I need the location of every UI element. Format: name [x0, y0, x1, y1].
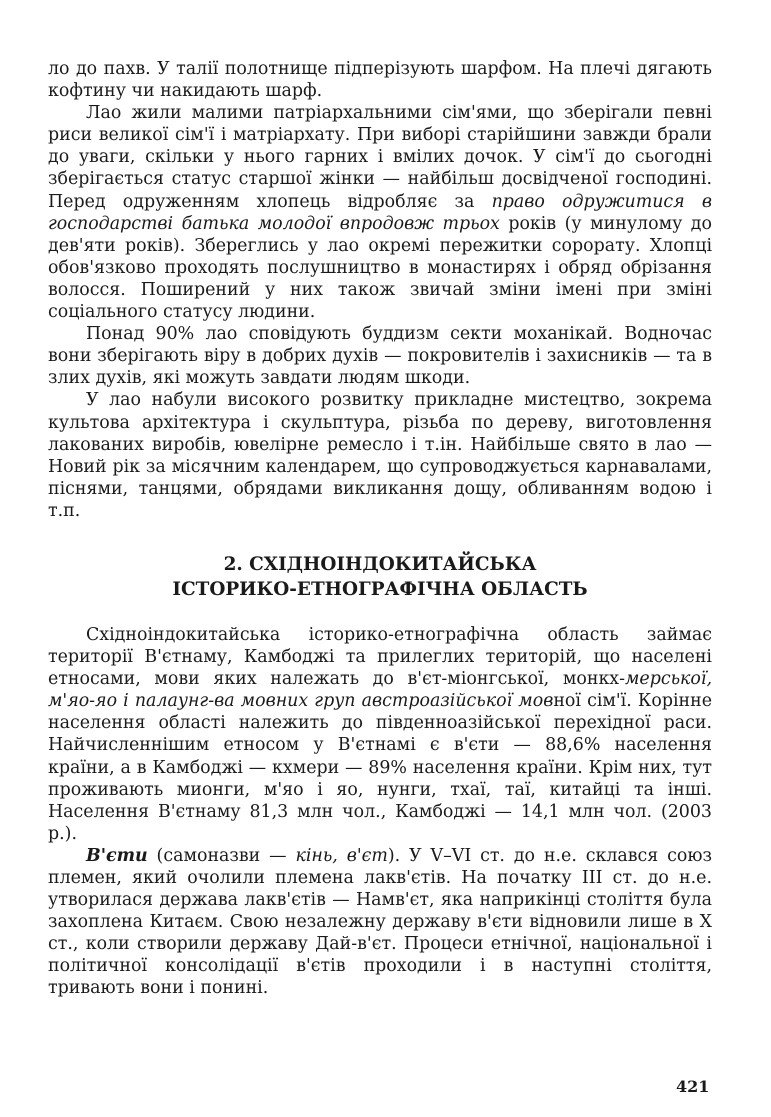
section-heading-line-2: ІСТОРИКО-ЕТНОГРАФІЧНА ОБЛАСТЬ — [172, 578, 588, 600]
paragraph — [48, 102, 712, 323]
paragraph — [48, 624, 712, 845]
paragraph — [48, 323, 712, 389]
text-run: В'єти — [86, 845, 148, 866]
text-run: Східноіндокитайська історико-етнографічна область займає території В'єтнаму, Камбоджі та прилеглих територій, що населені етносами, мови яких належать до в'єт-міонгської, монкх- — [48, 624, 712, 690]
text-run: років (у минулому до дев'яти років). Збереглись у лао окремі пережитки сорорату. Хлопці обов'язково проходять послушництво в монастирях і обряд обрізання волосся. Поширений у них також звичай зміни імені при зміні соціального статусу людини. — [48, 213, 712, 323]
text-run: ). У V–VI ст. до н.е. склався союз племен, який очолили племена лакв'єтів. На початку III ст. до н.е. утворилася держава лакв'єтів — Намв'єт, яка наприкінці століття була захоплена Китаєм. Свою незалежну державу в'єти відновили лише в X ст., коли створили державу Дай-в'єт. Процеси етнічної, національної і політичної консолідації в'єтів проходили і в наступні століття, тривають вони і понині. — [48, 845, 712, 999]
text-run: мерської, м'яо-яо і палаунг-ва мовних груп австроазійської мов — [48, 669, 712, 712]
text-block-bottom — [48, 624, 712, 1000]
section-heading-line-1: 2. СХІДНОІНДОКИТАЙСЬКА — [223, 553, 537, 575]
text-run: У лао набули високого розвитку прикладне мистецтво, зокрема культова архітектура і скульптура, різьба по дереву, виготовлення лакованих виробів, ювелірне ремесло і т.ін. Найбільше свято в лао — Новий рік за місячним календарем, що супроводжується карнавалами, піснями, танцями, обрядами викликання дощу, обливанням водою і т.п. — [48, 390, 712, 521]
text-run: Лао жили малими патріархальними сім'ями, що зберігали певні риси великої сім'ї і матріархату. При виборі старійшини завжди брали до уваги, скільки у нього гарних і вмілих дочок. У сім'ї до сьогодні зберігається статус старшої жінки — найбільш досвідченої господині. Перед одруженням хлопець відробляє за — [48, 103, 712, 212]
text-run: ло до пахв. У талії полотнище підперізують шарфом. На плечі дягають кофтину чи накидають шарф. — [48, 59, 712, 102]
text-run: ної сім'ї. Корінне населення області належить до південноазійської перехідної раси. Найчисленнішим етносом у В'єтнамі є в'єти — 88,6% населення країни, а в Камбоджі — кхмери — 89% населення країни. Крім них, тут проживають мионги, м'яо і яо, нунги, тхаї, таї, китайці та інші. Населення В'єтнаму 81,3 млн чол., Камбоджі — 14,1 млн чол. (2003 р.). — [48, 691, 712, 844]
text-run: Понад 90% лао сповідують буддизм секти моханікай. Водночас вони зберігають віру в добрих духів — покровителів і захисників — та в злих духів, які можуть завдати людям шкоди. — [48, 324, 712, 389]
paragraph — [48, 58, 712, 102]
section-heading — [48, 552, 712, 602]
text-run: кінь, в'єт — [295, 845, 388, 866]
page-body — [48, 58, 712, 1000]
paragraph — [48, 389, 712, 522]
text-run: (самоназви — — [147, 845, 296, 866]
paragraph — [48, 845, 712, 1000]
text-block-top — [48, 58, 712, 522]
text-run: право одружитися в господарстві батька молодої впродовж трьох — [48, 191, 712, 234]
page-number: 421 — [676, 1077, 710, 1096]
